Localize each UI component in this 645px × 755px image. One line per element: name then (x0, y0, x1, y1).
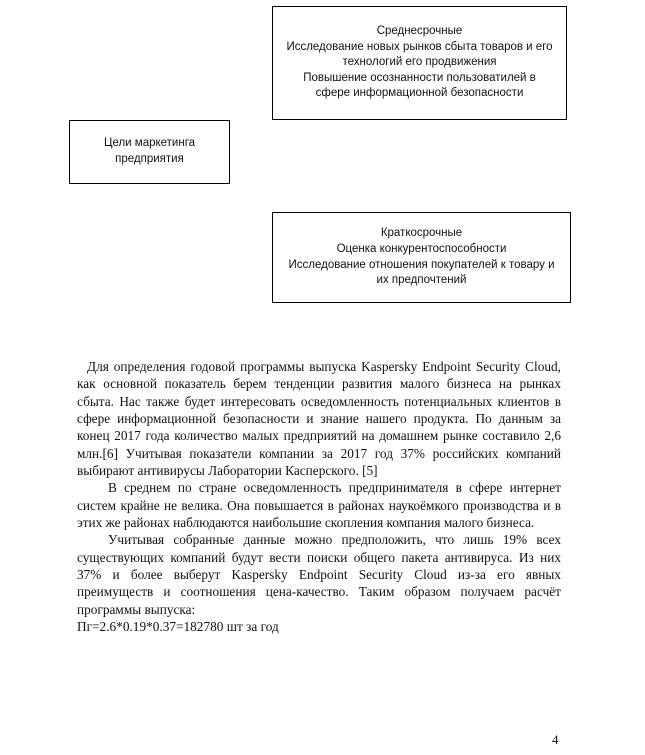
paragraph: Для определения годовой программы выпуска Kaspersky Endpoint Security Cloud, как основной показатель берем тенденции развития малого бизнеса на рынках сбыта. Нас также будет интересовать осведомленность потенциальных клиентов в сфере информационной безопасности и знание нашего продукта. По данным за конец 2017 года количество малых предприятий на домашнем рынке составило 2,6 млн.[6] Учитывая показатели компании за 2017 год 37% российских компаний выбирают антивирусы Лаборатории Касперского. [5] (77, 359, 561, 479)
short-term-goals-box (272, 212, 571, 303)
short-term-line: Оценка конкурентоспособности (336, 242, 507, 255)
goal-line: Цели маркетинга (103, 137, 196, 150)
formula: Пг=2.6*0.19*0.37=182780 шт за год (77, 619, 279, 635)
marketing-goals-box (69, 120, 230, 184)
mid-term-line: Повышение осознанности пользоватилей в (303, 71, 536, 84)
body-text (77, 358, 561, 636)
short-term-line: их предпочтений (376, 274, 467, 287)
mid-term-line: Исследование новых рынков сбыта товаров и его (286, 40, 553, 53)
paragraph: Учитывая собранные данные можно предположить, что лишь 19% всех существующих компаний будут вести поиски общего пакета антивируса. Из них 37% и более выберут Kaspersky Endpoint Security Cloud из-за его явных преимуществ и соотношения цена-качество. Таким образом получаем расчёт программы выпуска: (77, 532, 561, 617)
page-number: 4 (552, 732, 559, 747)
mid-term-line: сфере информационной безопасности (315, 87, 524, 100)
short-term-title: Краткосрочные (380, 227, 463, 240)
mid-term-line: технологий его продвижения (342, 56, 497, 69)
goal-line: предприятия (115, 153, 184, 165)
mid-term-goals-box (272, 6, 567, 120)
mid-term-title: Среднесрочные (376, 25, 463, 38)
paragraph: В среднем по стране осведомленность предпринимателя в сфере интернет систем крайне не велика. Она повышается в районах наукоёмкого производства и в этих же районах наблюдаются наибольшие скопления компания малого бизнеса. (77, 480, 561, 531)
short-term-line: Исследование отношения покупателей к товару и (288, 258, 555, 271)
